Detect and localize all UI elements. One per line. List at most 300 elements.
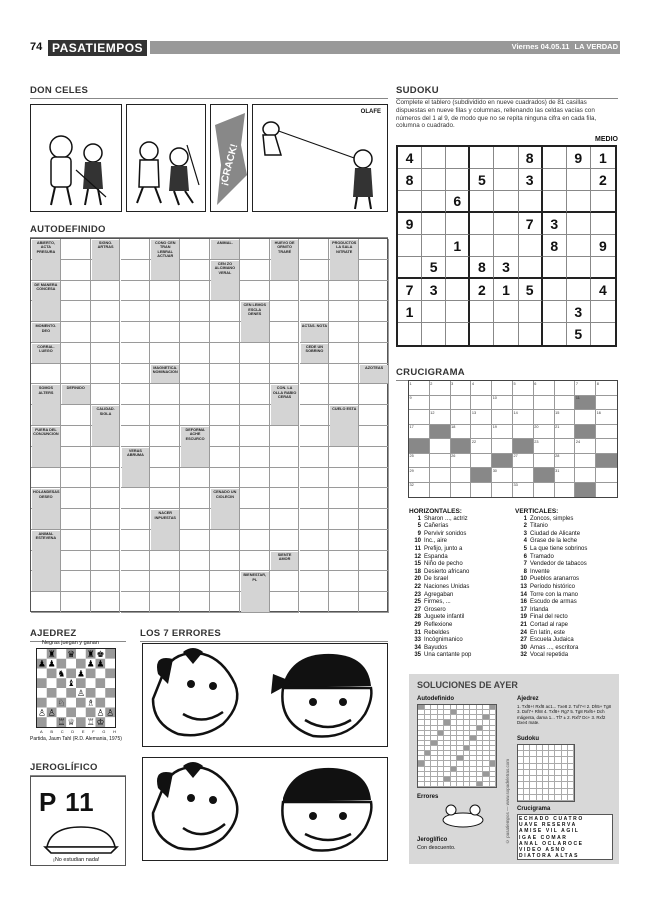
autodefinido-cell[interactable]: [31, 592, 61, 613]
sudoku-cell[interactable]: [591, 301, 615, 323]
crucigrama-cell[interactable]: [513, 468, 534, 483]
autodefinido-cell[interactable]: [180, 405, 210, 426]
crucigrama-cell[interactable]: [471, 410, 492, 425]
autodefinido-cell[interactable]: [300, 488, 330, 509]
autodefinido-cell[interactable]: [359, 384, 389, 405]
autodefinido-cell[interactable]: [180, 322, 210, 343]
autodefinido-cell[interactable]: [240, 281, 270, 302]
autodefinido-cell[interactable]: [31, 468, 61, 489]
autodefinido-cell[interactable]: [270, 468, 300, 489]
autodefinido-cell[interactable]: [121, 592, 151, 613]
autodefinido-cell[interactable]: [210, 301, 240, 322]
sudoku-cell[interactable]: 7: [398, 279, 422, 301]
autodefinido-cell[interactable]: [150, 447, 180, 468]
autodefinido-cell[interactable]: [270, 488, 300, 509]
autodefinido-cell[interactable]: [121, 405, 151, 426]
sudoku-cell[interactable]: [398, 191, 422, 213]
crucigrama-cell[interactable]: [596, 381, 617, 396]
autodefinido-cell[interactable]: [329, 384, 359, 405]
chess-square[interactable]: [96, 678, 106, 688]
autodefinido-cell[interactable]: [121, 384, 151, 405]
sudoku-cell[interactable]: 8: [470, 257, 494, 279]
chess-square[interactable]: [47, 717, 57, 727]
autodefinido-cell[interactable]: [91, 301, 121, 322]
sudoku-cell[interactable]: 4: [398, 147, 422, 169]
chess-square[interactable]: [66, 708, 76, 718]
autodefinido-cell[interactable]: [359, 322, 389, 343]
sudoku-cell[interactable]: [422, 147, 446, 169]
sudoku-cell[interactable]: 5: [567, 323, 591, 345]
autodefinido-cell[interactable]: [240, 509, 270, 530]
autodefinido-cell[interactable]: [61, 301, 91, 322]
autodefinido-cell[interactable]: [359, 592, 389, 613]
chess-square[interactable]: [76, 708, 86, 718]
crucigrama-cell[interactable]: [555, 439, 576, 454]
sudoku-cell[interactable]: [470, 147, 494, 169]
autodefinido-cell[interactable]: [210, 322, 240, 343]
autodefinido-cell[interactable]: [91, 488, 121, 509]
crucigrama-cell[interactable]: [513, 454, 534, 469]
autodefinido-cell[interactable]: [359, 239, 389, 260]
crucigrama-cell[interactable]: [451, 483, 472, 498]
autodefinido-cell[interactable]: [300, 509, 330, 530]
autodefinido-cell[interactable]: [61, 468, 91, 489]
chess-square[interactable]: [86, 669, 96, 679]
autodefinido-cell[interactable]: [180, 488, 210, 509]
autodefinido-cell[interactable]: [180, 551, 210, 572]
chess-square[interactable]: [76, 678, 86, 688]
crucigrama-cell[interactable]: [430, 439, 451, 454]
sudoku-cell[interactable]: [591, 257, 615, 279]
sudoku-cell[interactable]: [567, 235, 591, 257]
sudoku-cell[interactable]: [567, 279, 591, 301]
chess-square[interactable]: [76, 659, 86, 669]
sudoku-cell[interactable]: [470, 191, 494, 213]
crucigrama-cell[interactable]: [471, 381, 492, 396]
sudoku-cell[interactable]: 5: [422, 257, 446, 279]
sudoku-cell[interactable]: [446, 257, 470, 279]
chess-square[interactable]: [96, 688, 106, 698]
autodefinido-cell[interactable]: [121, 260, 151, 281]
sudoku-cell[interactable]: [470, 301, 494, 323]
autodefinido-cell[interactable]: [121, 571, 151, 592]
crucigrama-cell[interactable]: [409, 468, 430, 483]
chess-square[interactable]: [66, 669, 76, 679]
sudoku-cell[interactable]: [494, 147, 518, 169]
autodefinido-cell[interactable]: [329, 571, 359, 592]
autodefinido-cell[interactable]: [150, 343, 180, 364]
sudoku-cell[interactable]: [470, 213, 494, 235]
autodefinido-cell[interactable]: [61, 364, 91, 385]
crucigrama-cell[interactable]: [513, 410, 534, 425]
chess-square[interactable]: [66, 688, 76, 698]
crucigrama-cell[interactable]: [409, 410, 430, 425]
autodefinido-cell[interactable]: [300, 260, 330, 281]
crucigrama-cell[interactable]: [492, 439, 513, 454]
autodefinido-cell[interactable]: [180, 530, 210, 551]
autodefinido-cell[interactable]: [300, 551, 330, 572]
autodefinido-cell[interactable]: [121, 509, 151, 530]
autodefinido-cell[interactable]: [329, 364, 359, 385]
crucigrama-cell[interactable]: [451, 396, 472, 411]
sudoku-cell[interactable]: [446, 279, 470, 301]
autodefinido-cell[interactable]: [150, 301, 180, 322]
autodefinido-cell[interactable]: [91, 322, 121, 343]
autodefinido-cell[interactable]: [150, 384, 180, 405]
chess-square[interactable]: [57, 678, 67, 688]
sudoku-cell[interactable]: [591, 191, 615, 213]
autodefinido-cell[interactable]: [359, 468, 389, 489]
chess-square[interactable]: [76, 717, 86, 727]
autodefinido-cell[interactable]: [329, 488, 359, 509]
autodefinido-cell[interactable]: [210, 384, 240, 405]
crucigrama-cell[interactable]: [596, 410, 617, 425]
chess-square[interactable]: [86, 688, 96, 698]
autodefinido-cell[interactable]: [210, 592, 240, 613]
chess-square[interactable]: [57, 708, 67, 718]
autodefinido-cell[interactable]: [150, 468, 180, 489]
autodefinido-cell[interactable]: [121, 239, 151, 260]
autodefinido-cell[interactable]: [210, 405, 240, 426]
autodefinido-cell[interactable]: [61, 530, 91, 551]
autodefinido-cell[interactable]: [61, 509, 91, 530]
sudoku-cell[interactable]: [543, 191, 567, 213]
sudoku-cell[interactable]: [422, 213, 446, 235]
chess-square[interactable]: [96, 669, 106, 679]
crucigrama-cell[interactable]: [471, 439, 492, 454]
chess-square[interactable]: [37, 678, 47, 688]
autodefinido-cell[interactable]: [329, 592, 359, 613]
autodefinido-cell[interactable]: [240, 447, 270, 468]
sudoku-cell[interactable]: [422, 301, 446, 323]
autodefinido-cell[interactable]: [300, 468, 330, 489]
autodefinido-cell[interactable]: [359, 571, 389, 592]
crucigrama-cell[interactable]: [596, 396, 617, 411]
autodefinido-cell[interactable]: [91, 509, 121, 530]
sudoku-cell[interactable]: [567, 191, 591, 213]
sudoku-cell[interactable]: [446, 213, 470, 235]
sudoku-cell[interactable]: 1: [494, 279, 518, 301]
crucigrama-cell[interactable]: [596, 439, 617, 454]
autodefinido-cell[interactable]: [61, 447, 91, 468]
autodefinido-cell[interactable]: [91, 530, 121, 551]
autodefinido-cell[interactable]: [91, 384, 121, 405]
autodefinido-cell[interactable]: [359, 281, 389, 302]
sudoku-cell[interactable]: [446, 323, 470, 345]
autodefinido-cell[interactable]: [210, 551, 240, 572]
autodefinido-cell[interactable]: [91, 281, 121, 302]
autodefinido-cell[interactable]: [240, 239, 270, 260]
autodefinido-cell[interactable]: [180, 364, 210, 385]
sudoku-cell[interactable]: [567, 213, 591, 235]
crucigrama-cell[interactable]: [430, 468, 451, 483]
sudoku-cell[interactable]: [567, 169, 591, 191]
autodefinido-cell[interactable]: [240, 405, 270, 426]
sudoku-cell[interactable]: 3: [567, 301, 591, 323]
crucigrama-cell[interactable]: [534, 425, 555, 440]
autodefinido-cell[interactable]: [91, 447, 121, 468]
autodefinido-cell[interactable]: [270, 447, 300, 468]
sudoku-cell[interactable]: [494, 323, 518, 345]
autodefinido-cell[interactable]: [91, 343, 121, 364]
autodefinido-cell[interactable]: [240, 551, 270, 572]
autodefinido-cell[interactable]: [270, 281, 300, 302]
sudoku-cell[interactable]: [543, 279, 567, 301]
crucigrama-cell[interactable]: [430, 454, 451, 469]
autodefinido-cell[interactable]: [240, 384, 270, 405]
autodefinido-cell[interactable]: [91, 592, 121, 613]
crucigrama-cell[interactable]: [513, 381, 537, 396]
crucigrama-cell[interactable]: [409, 483, 430, 498]
autodefinido-cell[interactable]: [61, 571, 91, 592]
sudoku-cell[interactable]: [543, 301, 567, 323]
sudoku-cell[interactable]: [470, 323, 494, 345]
autodefinido-cell[interactable]: [210, 343, 240, 364]
crucigrama-cell[interactable]: [575, 468, 596, 483]
sudoku-cell[interactable]: 3: [494, 257, 518, 279]
chess-square[interactable]: [105, 649, 115, 659]
autodefinido-cell[interactable]: [300, 281, 330, 302]
autodefinido-cell[interactable]: [91, 571, 121, 592]
autodefinido-cell[interactable]: [329, 322, 359, 343]
autodefinido-cell[interactable]: [300, 447, 330, 468]
autodefinido-cell[interactable]: [240, 488, 270, 509]
sudoku-cell[interactable]: 8: [543, 235, 567, 257]
sudoku-cell[interactable]: [422, 191, 446, 213]
crucigrama-cell[interactable]: [451, 468, 472, 483]
autodefinido-cell[interactable]: [61, 239, 91, 260]
autodefinido-cell[interactable]: [150, 571, 180, 592]
autodefinido-cell[interactable]: [91, 468, 121, 489]
autodefinido-cell[interactable]: [180, 592, 210, 613]
crucigrama-cell[interactable]: [471, 454, 492, 469]
autodefinido-cell[interactable]: [91, 551, 121, 572]
sudoku-cell[interactable]: [591, 213, 615, 235]
autodefinido-cell[interactable]: [180, 571, 210, 592]
sudoku-cell[interactable]: [446, 169, 470, 191]
crucigrama-cell[interactable]: [430, 483, 451, 498]
autodefinido-cell[interactable]: [210, 426, 240, 447]
sudoku-cell[interactable]: 3: [519, 169, 543, 191]
crucigrama-cell[interactable]: [534, 381, 555, 396]
autodefinido-cell[interactable]: [359, 343, 389, 364]
crucigrama-cell[interactable]: [409, 381, 433, 396]
crucigrama-cell[interactable]: [555, 425, 576, 440]
autodefinido-cell[interactable]: [210, 571, 240, 592]
autodefinido-cell[interactable]: [240, 364, 270, 385]
autodefinido-cell[interactable]: [240, 260, 270, 281]
autodefinido-cell[interactable]: [180, 281, 210, 302]
sudoku-cell[interactable]: 1: [398, 301, 422, 323]
autodefinido-cell[interactable]: [31, 364, 61, 385]
sudoku-cell[interactable]: [543, 169, 567, 191]
crucigrama-cell[interactable]: [596, 468, 617, 483]
crucigrama-cell[interactable]: [492, 381, 513, 396]
chess-square[interactable]: [37, 688, 47, 698]
crucigrama-cell[interactable]: [513, 396, 534, 411]
crucigrama-cell[interactable]: [430, 410, 451, 425]
sudoku-cell[interactable]: [543, 257, 567, 279]
autodefinido-cell[interactable]: [359, 301, 389, 322]
autodefinido-cell[interactable]: [300, 364, 330, 385]
crucigrama-cell[interactable]: [555, 410, 576, 425]
sudoku-cell[interactable]: 9: [591, 235, 615, 257]
autodefinido-cell[interactable]: [121, 343, 151, 364]
autodefinido-cell[interactable]: [180, 384, 210, 405]
chess-square[interactable]: [96, 698, 106, 708]
autodefinido-cell[interactable]: [300, 530, 330, 551]
chess-square[interactable]: [37, 717, 47, 727]
autodefinido-cell[interactable]: [329, 530, 359, 551]
chess-square[interactable]: [105, 688, 115, 698]
autodefinido-cell[interactable]: [300, 592, 330, 613]
chess-square[interactable]: [47, 669, 57, 679]
crucigrama-cell[interactable]: [409, 425, 430, 440]
sudoku-cell[interactable]: [567, 257, 591, 279]
autodefinido-cell[interactable]: [359, 426, 389, 447]
sudoku-cell[interactable]: [422, 323, 446, 345]
crucigrama-cell[interactable]: [430, 396, 451, 411]
autodefinido-cell[interactable]: [61, 426, 91, 447]
chess-square[interactable]: [105, 669, 115, 679]
sudoku-cell[interactable]: 9: [398, 213, 422, 235]
chess-square[interactable]: [66, 659, 76, 669]
sudoku-cell[interactable]: [446, 301, 470, 323]
sudoku-cell[interactable]: [591, 323, 615, 345]
autodefinido-cell[interactable]: [329, 551, 359, 572]
autodefinido-cell[interactable]: [359, 509, 389, 530]
crucigrama-cell[interactable]: [534, 483, 555, 498]
sudoku-cell[interactable]: 8: [398, 169, 422, 191]
autodefinido-cell[interactable]: [121, 301, 151, 322]
autodefinido-cell[interactable]: [329, 509, 359, 530]
autodefinido-cell[interactable]: [270, 426, 300, 447]
crucigrama-cell[interactable]: [513, 483, 534, 498]
crucigrama-cell[interactable]: [492, 483, 513, 498]
autodefinido-cell[interactable]: [121, 281, 151, 302]
crucigrama-cell[interactable]: [555, 454, 576, 469]
autodefinido-cell[interactable]: [61, 488, 91, 509]
autodefinido-cell[interactable]: [61, 343, 91, 364]
sudoku-cell[interactable]: [519, 235, 543, 257]
autodefinido-cell[interactable]: [121, 322, 151, 343]
sudoku-cell[interactable]: [543, 147, 567, 169]
autodefinido-cell[interactable]: [150, 405, 180, 426]
sudoku-cell[interactable]: [543, 323, 567, 345]
sudoku-cell[interactable]: [494, 301, 518, 323]
chess-square[interactable]: [76, 698, 86, 708]
sudoku-cell[interactable]: [422, 169, 446, 191]
autodefinido-cell[interactable]: [91, 364, 121, 385]
autodefinido-cell[interactable]: [180, 239, 210, 260]
crucigrama-cell[interactable]: [534, 410, 555, 425]
crucigrama-cell[interactable]: [492, 425, 513, 440]
autodefinido-cell[interactable]: [180, 343, 210, 364]
autodefinido-cell[interactable]: [61, 592, 91, 613]
crucigrama-cell[interactable]: [471, 483, 492, 498]
autodefinido-cell[interactable]: [150, 426, 180, 447]
autodefinido-cell[interactable]: [329, 447, 359, 468]
crucigrama-cell[interactable]: [575, 381, 596, 396]
chess-square[interactable]: [105, 659, 115, 669]
autodefinido-cell[interactable]: [121, 426, 151, 447]
autodefinido-cell[interactable]: [300, 301, 330, 322]
chess-square[interactable]: [37, 698, 47, 708]
sudoku-cell[interactable]: [519, 191, 543, 213]
autodefinido-cell[interactable]: [180, 301, 210, 322]
crucigrama-cell[interactable]: [409, 396, 430, 411]
autodefinido-cell[interactable]: [121, 551, 151, 572]
crucigrama-cell[interactable]: [555, 468, 576, 483]
sudoku-cell[interactable]: 5: [470, 169, 494, 191]
sudoku-cell[interactable]: 4: [591, 279, 615, 301]
sudoku-cell[interactable]: [422, 235, 446, 257]
sudoku-cell[interactable]: [494, 235, 518, 257]
autodefinido-cell[interactable]: [150, 592, 180, 613]
sudoku-cell[interactable]: [494, 191, 518, 213]
crucigrama-cell[interactable]: [575, 410, 596, 425]
crucigrama-cell[interactable]: [430, 381, 454, 396]
autodefinido-cell[interactable]: [150, 281, 180, 302]
crucigrama-cell[interactable]: [451, 425, 472, 440]
crucigrama-cell[interactable]: [575, 439, 596, 454]
autodefinido-cell[interactable]: [180, 468, 210, 489]
sudoku-cell[interactable]: 9: [567, 147, 591, 169]
autodefinido-cell[interactable]: [270, 509, 300, 530]
crucigrama-cell[interactable]: [596, 483, 617, 498]
crucigrama-cell[interactable]: [596, 425, 617, 440]
crucigrama-cell[interactable]: [513, 425, 534, 440]
autodefinido-cell[interactable]: [329, 301, 359, 322]
crucigrama-cell[interactable]: [409, 454, 430, 469]
autodefinido-cell[interactable]: [180, 260, 210, 281]
autodefinido-cell[interactable]: [121, 364, 151, 385]
chess-square[interactable]: [37, 649, 47, 659]
crucigrama-cell[interactable]: [492, 410, 513, 425]
sudoku-cell[interactable]: [470, 235, 494, 257]
autodefinido-cell[interactable]: [121, 488, 151, 509]
sudoku-cell[interactable]: 7: [519, 213, 543, 235]
autodefinido-cell[interactable]: [270, 322, 300, 343]
sudoku-cell[interactable]: [519, 257, 543, 279]
sudoku-cell[interactable]: 2: [470, 279, 494, 301]
crucigrama-cell[interactable]: [534, 454, 555, 469]
autodefinido-cell[interactable]: [150, 488, 180, 509]
sudoku-cell[interactable]: 6: [446, 191, 470, 213]
crucigrama-cell[interactable]: [492, 468, 513, 483]
autodefinido-cell[interactable]: [270, 301, 300, 322]
autodefinido-cell[interactable]: [359, 551, 389, 572]
autodefinido-cell[interactable]: [150, 551, 180, 572]
sudoku-cell[interactable]: [446, 147, 470, 169]
crucigrama-cell[interactable]: [471, 396, 492, 411]
autodefinido-cell[interactable]: [300, 405, 330, 426]
autodefinido-cell[interactable]: [150, 322, 180, 343]
autodefinido-cell[interactable]: [210, 364, 240, 385]
chess-square[interactable]: [105, 678, 115, 688]
autodefinido-cell[interactable]: [61, 281, 91, 302]
crucigrama-cell[interactable]: [451, 410, 472, 425]
chess-square[interactable]: [47, 698, 57, 708]
sudoku-cell[interactable]: 1: [446, 235, 470, 257]
autodefinido-cell[interactable]: [180, 509, 210, 530]
autodefinido-cell[interactable]: [210, 468, 240, 489]
autodefinido-cell[interactable]: [270, 530, 300, 551]
autodefinido-cell[interactable]: [240, 530, 270, 551]
autodefinido-cell[interactable]: [329, 343, 359, 364]
autodefinido-cell[interactable]: [61, 322, 91, 343]
autodefinido-cell[interactable]: [210, 447, 240, 468]
